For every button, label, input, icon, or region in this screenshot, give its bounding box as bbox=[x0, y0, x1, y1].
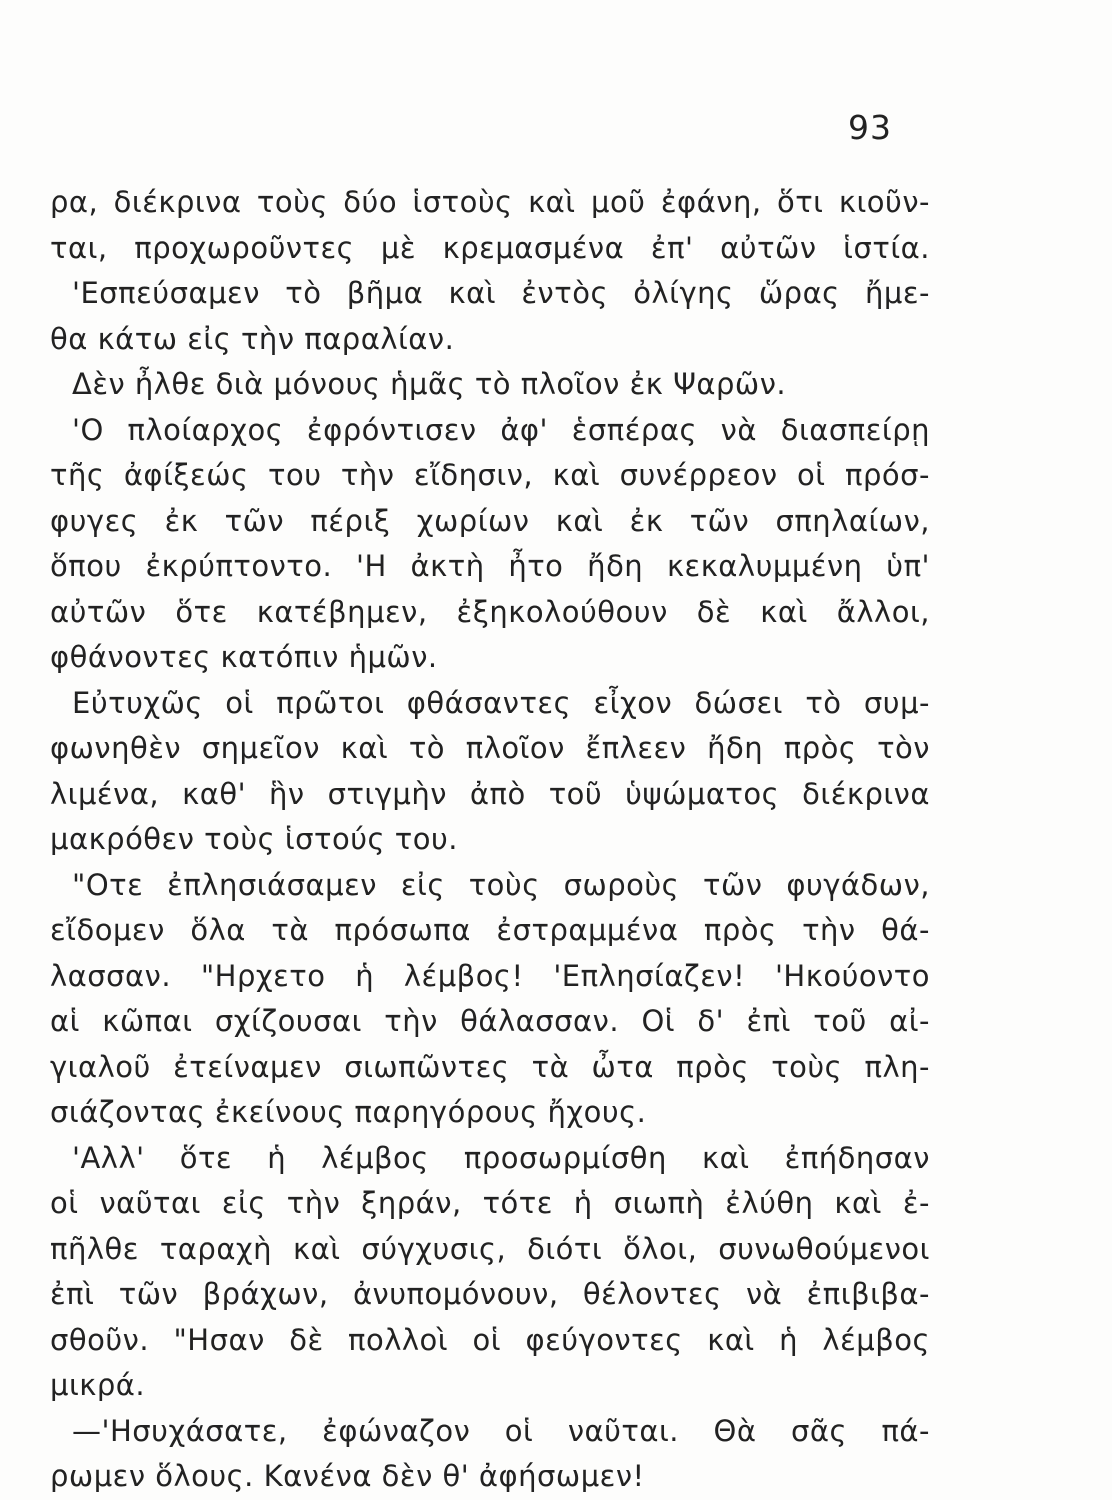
text-line: λασσαν. "Ηρχετο ἡ λέμβος! 'Επλησίαζεν! 'Ηκούοντο bbox=[50, 958, 930, 993]
text-line: μικρά. bbox=[50, 1368, 146, 1402]
text-line: "Οτε ἐπλησιάσαμεν εἰς τοὺς σωροὺς τῶν φυγάδων, bbox=[72, 867, 930, 902]
text-line: σιάζοντας ἐκείνους παρηγόρους ἤχους. bbox=[50, 1095, 647, 1129]
text-line: φθάνοντες κατόπιν ἡμῶν. bbox=[50, 640, 438, 674]
text-line: αἱ κῶπαι σχίζουσαι τὴν θάλασσαν. Οἱ δ' ἐπὶ τοῦ αἰ- bbox=[50, 1004, 930, 1038]
text-line: ται, προχωροῦντες μὲ κρεμασμένα ἐπ' αὐτῶν ἱστία. bbox=[50, 230, 930, 265]
text-line: φυγες ἐκ τῶν πέριξ χωρίων καὶ ἐκ τῶν σπηλαίων, bbox=[50, 503, 930, 538]
text-line: γιαλοῦ ἐτείναμεν σιωπῶντες τὰ ὦτα πρὸς τοὺς πλη- bbox=[50, 1049, 930, 1084]
text-line: ἐπὶ τῶν βράχων, ἀνυπομόνουν, θέλοντες νὰ ἐπιβιβα- bbox=[50, 1277, 930, 1311]
text-line: 'Ο πλοίαρχος ἐφρόντισεν ἀφ' ἑσπέρας νὰ διασπείρῃ bbox=[72, 412, 930, 447]
text-line: φωνηθὲν σημεῖον καὶ τὸ πλοῖον ἔπλεεν ἤδη πρὸς τὸν bbox=[50, 731, 930, 765]
text-line: σθοῦν. "Ησαν δὲ πολλοὶ οἱ φεύγοντες καὶ ἡ λέμβος bbox=[50, 1322, 930, 1357]
text-line: ρωμεν ὅλους. Κανένα δὲν θ' ἀφήσωμεν! bbox=[50, 1459, 645, 1493]
text-line: Δὲν ἦλθε διὰ μόνους ἡμᾶς τὸ πλοῖον ἐκ Ψαρῶν. bbox=[72, 367, 787, 401]
text-line: εἴδομεν ὅλα τὰ πρόσωπα ἐστραμμένα πρὸς τὴν θά- bbox=[50, 913, 930, 947]
text-line: 'Αλλ' ὅτε ἡ λέμβος προσωρμίσθη καὶ ἐπήδησαν bbox=[72, 1140, 930, 1175]
text-line: ὅπου ἐκρύπτοντο. 'Η ἀκτὴ ἦτο ἤδη κεκαλυμμένη ὑπ' bbox=[50, 549, 930, 583]
text-line: λιμένα, καθ' ἣν στιγμὴν ἀπὸ τοῦ ὑψώματος διέκρινα bbox=[50, 776, 930, 811]
body-text bbox=[50, 180, 930, 1500]
text-line: πῆλθε ταραχὴ καὶ σύγχυσις, διότι ὅλοι, συνωθούμενοι bbox=[50, 1231, 930, 1266]
text-line: Εὐτυχῶς οἱ πρῶτοι φθάσαντες εἶχον δώσει τὸ συμ- bbox=[72, 685, 930, 720]
text-line: —'Ησυχάσατε, ἐφώναζον οἱ ναῦται. Θὰ σᾶς πά- bbox=[72, 1413, 930, 1448]
text-line: θα κάτω εἰς τὴν παραλίαν. bbox=[50, 321, 455, 356]
text-line: μακρόθεν τοὺς ἱστούς του. bbox=[50, 822, 458, 856]
text-line: ρα, διέκρινα τοὺς δύο ἱστοὺς καὶ μοῦ ἐφάνη, ὅτι κιοῦν- bbox=[50, 185, 930, 219]
text-line: οἱ ναῦται εἰς τὴν ξηράν, τότε ἡ σιωπὴ ἐλύθη καὶ ἐ- bbox=[50, 1186, 930, 1220]
page-number: 93 bbox=[848, 108, 892, 147]
text-line: 'Εσπεύσαμεν τὸ βῆμα καὶ ἐντὸς ὀλίγης ὥρας ἤμε- bbox=[72, 276, 930, 310]
text-line: αὐτῶν ὅτε κατέβημεν, ἐξηκολούθουν δὲ καὶ ἄλλοι, bbox=[50, 594, 930, 629]
text-line: τῆς ἀφίξεώς του τὴν εἴδησιν, καὶ συνέρρεον οἱ πρόσ- bbox=[50, 458, 930, 492]
